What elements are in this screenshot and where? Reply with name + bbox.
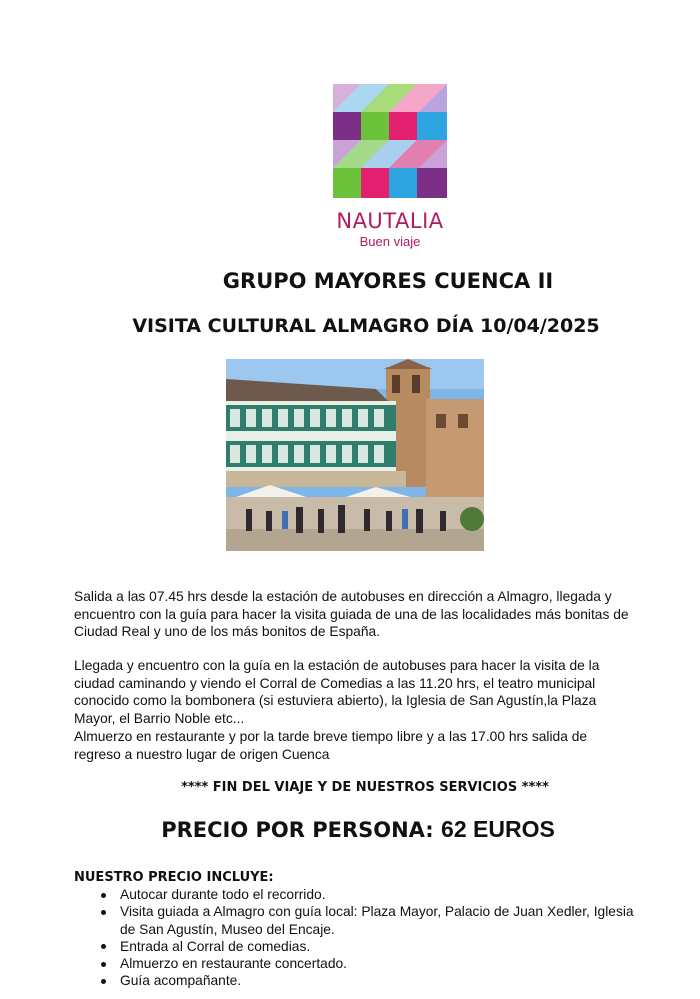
logo-brand-name: NAUTALIA (336, 209, 444, 233)
itinerary-paragraph-departure: Salida a las 07.45 hrs desde la estación de autobuses en dirección a Almagro, llegada y encuentro con la guía para hacer la visita guiada de una de las localidades más bonitas de Ciudad Real y uno de los más bonitos de España. (74, 589, 629, 639)
itinerary-paragraph-visit: Llegada y encuentro con la guía en la estación de autobuses para hacer la visita de la ciudad caminando y viendo el Corral de Comedias a las 11.20 hrs, el teatro municipal conocido como la bombonera (si estuviera abierto), la Iglesia de San Agustín,la Plaza Mayor, el Barrio Noble etc... (74, 658, 600, 726)
list-item: Almuerzo en restaurante concertado. (74, 955, 634, 972)
itinerary-paragraph-lunch: Almuerzo en restaurante y por la tarde breve tiempo libre y a las 17.00 hrs salida de regreso a nuestro lugar de origen Cuenca (74, 729, 588, 762)
nautalia-logo (333, 84, 447, 249)
price-amount: 62 EUROS (441, 816, 555, 842)
includes-title: NUESTRO PRECIO INCLUYE: (74, 870, 274, 885)
price-per-person (0, 816, 700, 843)
list-item: Guía acompañante. (74, 972, 634, 989)
logo-tagline: Buen viaje (359, 234, 421, 249)
page-title: GRUPO MAYORES CUENCA II (222, 269, 554, 293)
almagro-plaza-photo (226, 359, 484, 551)
includes-list (74, 886, 634, 990)
end-of-trip-note: **** FIN DEL VIAJE Y DE NUESTROS SERVICIOS **** (181, 780, 549, 795)
list-item: Autocar durante todo el recorrido. (74, 886, 634, 903)
list-item: Entrada al Corral de comedias. (74, 938, 634, 955)
list-item: Visita guiada a Almagro con guía local: Plaza Mayor, Palacio de Juan Xedler, Iglesia de San Agustín, Museo del Encaje. (74, 903, 634, 938)
plaza-photo-illustration (226, 359, 484, 551)
logo-mosaic-icon (333, 84, 447, 198)
page-subtitle: VISITA CULTURAL ALMAGRO DÍA 10/04/2025 (132, 315, 600, 337)
price-label: PRECIO POR PERSONA: (161, 818, 442, 842)
